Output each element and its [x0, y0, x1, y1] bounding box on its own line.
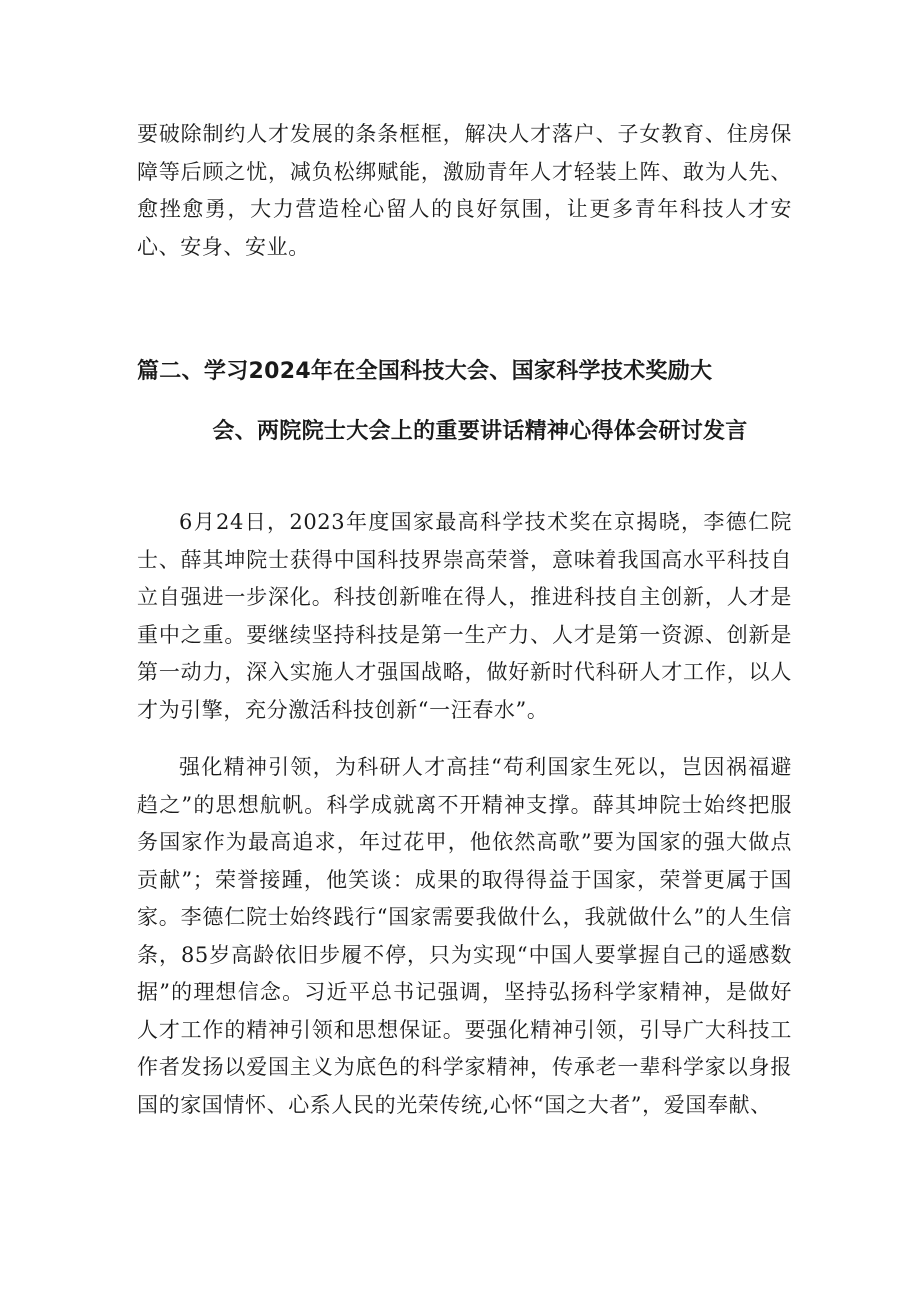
continuation-paragraph: 要破除制约人才发展的条条框框，解决人才落户、子女教育、住房保障等后顾之忧，减负松绑赋能，激励青年人才轻装上阵、敢为人先、愈挫愈勇，大力营造栓心留人的良好氛围，让更多青年科技人才安心、安身、安业。 [137, 122, 792, 259]
section-heading-line-1: 篇二、学习2024年在全国科技大会、国家科学技术奖励大 [137, 359, 713, 384]
continuation-paragraph-block [137, 116, 792, 266]
section-heading-line-2: 会、两院院士大会上的重要讲话精神心得体会研讨发言 [212, 419, 748, 444]
body-paragraph-2: 强化精神引领，为科研人才高挂“苟利国家生死以，岂因祸福避趋之”的思想航帆。科学成就离不开精神支撑。薛其坤院士始终把服务国家作为最高追求，年过花甲，他依然高歌”要为国家的强大做点贡献”；荣誉接踵，他笑谈：成果的取得得益于国家，荣誉更属于国家。李德仁院士始终践行“国家需要我做什么，我就做什么”的人生信条，85岁高龄依旧步履不停，只为实现“中国人要掌握自己的遥感数据”的理想信念。习近平总书记强调，坚持弘扬科学家精神，是做好人才工作的精神引领和思想保证。要强化精神引领，引导广大科技工作者发扬以爱国主义为底色的科学家精神，传承老一辈科学家以身报国的家国情怀、心系人民的光荣传统,心怀“国之大者”，爱国奉献、 [137, 755, 792, 1117]
body-text-block [137, 504, 792, 1124]
section-heading [137, 342, 787, 462]
body-paragraph-1: 6月24日，2023年度国家最高科学技术奖在京揭晓，李德仁院士、薛其坤院士获得中国科技界崇高荣誉，意味着我国高水平科技自立自强进一步深化。科技创新唯在得人，推进科技自主创新，人才是重中之重。要继续坚持科技是第一生产力、人才是第一资源、创新是第一动力，深入实施人才强国战略，做好新时代科研人才工作，以人才为引擎，充分激活科技创新“一汪春水”。 [137, 510, 792, 722]
